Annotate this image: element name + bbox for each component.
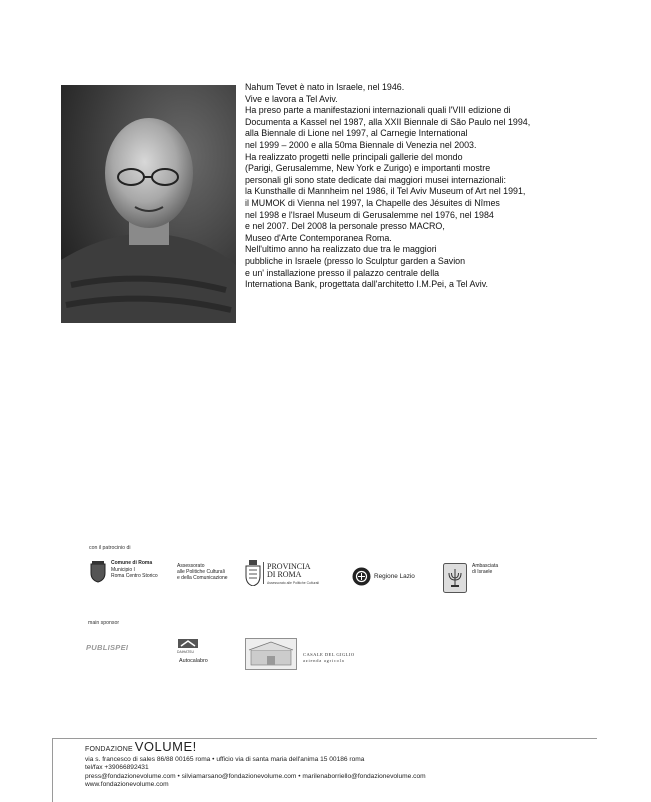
bio-line: la Kunsthalle di Mannheim nel 1986, il Tel Aviv Museum of Art nel 1991, — [245, 186, 526, 197]
comune-line3: Roma Centro Storico — [111, 573, 158, 579]
footer-brand-big: VOLUME! — [134, 739, 197, 754]
bio-line: pubbliche in Israele (presso lo Sculptur garden a Savion — [245, 255, 466, 266]
bio-line: il MUMOK di Vienna nel 1997, la Chapelle des Jésuites di Nîmes — [245, 197, 500, 208]
footer-address: via s. francesco di sales 86/88 00165 roma • ufficio via di santa maria dell'anima 15 00186 roma — [85, 755, 365, 763]
casale-line2: azienda agricola — [303, 658, 345, 663]
bio-line: e un' installazione presso il palazzo centrale della — [245, 267, 440, 278]
daihatsu-dealer: Autocalabro — [179, 658, 208, 664]
provincia-line3: Assessorato alle Politiche Culturali — [267, 581, 320, 585]
casale-building-icon — [245, 638, 297, 670]
daihatsu-logo — [177, 638, 227, 666]
assessorato-line1: Assessorato — [177, 563, 205, 569]
publispei-logo — [86, 643, 138, 657]
bio-line: Museo d'Arte Contemporanea Roma. — [245, 232, 392, 243]
ambasciata-line1: Ambasciata — [472, 563, 499, 569]
ambasciata-israele-logo — [443, 563, 503, 593]
footer-phone: tel/fax +39066892431 — [85, 764, 149, 772]
footer-contacts — [85, 739, 426, 790]
artist-portrait-photo — [61, 85, 236, 323]
bio-line: nel 1999 – 2000 e alla 50ma Biennale di Venezia nel 2003. — [245, 139, 477, 150]
comune-crest-icon — [89, 561, 107, 583]
regione-emblem-icon — [352, 567, 371, 586]
bio-line: Vive e lavora a Tel Aviv. — [245, 93, 338, 104]
bio-line: Documenta a Kassel nel 1987, alla XXII Biennale di São Paulo nel 1994, — [245, 116, 531, 127]
bio-line: Ha realizzato progetti nelle principali gallerie del mondo — [245, 151, 463, 162]
assessorato-line2: alle Politiche Culturali — [177, 569, 225, 575]
bio-line: personali gli sono state dedicate dai maggiori musei internazionali: — [245, 174, 506, 185]
comune-di-roma-logo — [89, 560, 169, 584]
assessorato-logo — [177, 563, 239, 587]
menorah-emblem-icon — [443, 563, 467, 593]
comune-title: Comune di Roma — [111, 560, 153, 566]
bio-line: Ha preso parte a manifestazioni internazionali quali l'VIII edizione di — [245, 105, 511, 116]
bio-line: Nahum Tevet è nato in Israele, nel 1946. — [245, 82, 405, 92]
provincia-di-roma-logo — [245, 560, 335, 588]
bio-line: alla Biennale di Lione nel 1997, al Carnegie International — [245, 128, 468, 139]
regione-name: Regione Lazio — [374, 573, 415, 580]
provincia-line2: DI ROMA — [267, 570, 302, 579]
bio-line: (Parigi, Gerusalemme, New York e Zurigo) e importanti mostre — [245, 163, 491, 174]
provincia-crest-icon — [245, 560, 261, 586]
casale-del-giglio-logo — [245, 638, 360, 670]
bio-line: nel 1998 e l'Israel Museum di Gerusalemme nel 1976, nel 1984 — [245, 209, 494, 220]
ambasciata-line2: di Israele — [472, 569, 493, 575]
provincia-line1: PROVINCIA — [267, 562, 311, 571]
footer-emails: press@fondazionevolume.com • silviamarsano@fondazionevolume.com • marilenaborriello@fondazionevolume.com — [85, 772, 426, 780]
casale-line1: CASALE DEL GIGLIO — [303, 652, 355, 657]
artist-biography — [245, 82, 645, 291]
publispei-name: PUBLISPEI — [86, 643, 129, 652]
main-sponsor-label: main sponsor — [88, 620, 120, 626]
bio-line: Nell'ultimo anno ha realizzato due tra le maggiori — [245, 244, 437, 255]
daihatsu-emblem-icon — [177, 638, 199, 649]
daihatsu-brand: DAIHATSU — [177, 650, 194, 654]
footer-left-rule — [52, 738, 53, 802]
footer-brand-small: FONDAZIONE — [85, 746, 133, 753]
bio-line: e nel 2007. Del 2008 la personale presso MACRO, — [245, 221, 445, 232]
patronage-label: con il patrocinio di — [89, 545, 131, 551]
comune-line2: Municipio I — [111, 567, 135, 573]
assessorato-line3: e della Comunicazione — [177, 575, 228, 581]
bio-line: Internationa Bank, progettata dall'architetto I.M.Pei, a Tel Aviv. — [245, 279, 488, 290]
regione-lazio-logo — [352, 567, 422, 587]
footer-website[interactable]: www.fondazionevolume.com — [85, 781, 169, 789]
